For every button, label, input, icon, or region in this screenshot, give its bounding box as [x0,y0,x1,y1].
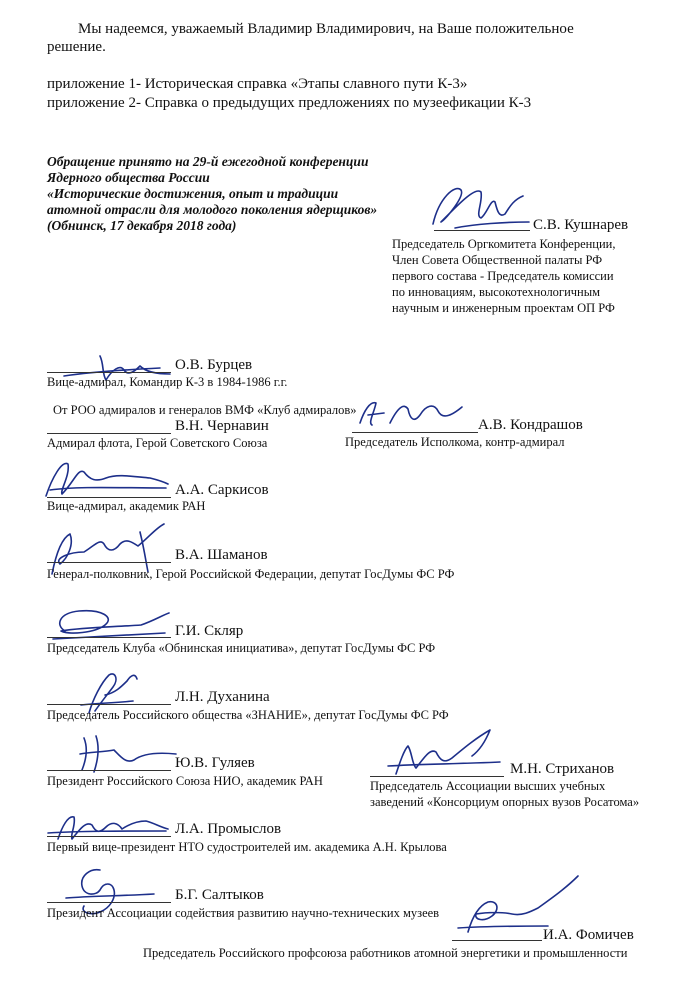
shamanov-role: Генерал-полковник, Герой Российской Федерации, депутат ГосДумы ФС РФ [47,567,455,581]
kondrashov-role: Председатель Исполкома, контр-адмирал [345,435,565,449]
kondrashov-signature [350,393,480,433]
kushnarev-role-1: Председатель Оргкомитета Конференции, [392,237,616,251]
dukhanina-sign-line [47,704,171,705]
fomichev-name: И.А. Фомичев [543,927,634,943]
sklyar-name: Г.И. Скляр [175,623,244,639]
chernavin-role: Адмирал флота, Герой Советского Союза [47,436,268,450]
attachment-2: приложение 2- Справка о предыдущих предложениях по музеефикации К-3 [47,95,532,111]
chernavin-sign-line [47,433,171,434]
sklyar-sign-line [47,637,171,638]
intro-line-1: Мы надеемся, уважаемый Владимир Владимирович, на Ваше положительное [78,21,574,37]
burtsev-role: Вице-адмирал, Командир К-3 в 1984-1986 г.г. [47,375,288,389]
promyslov-name: Л.А. Промыслов [175,821,282,837]
chernavin-name: В.Н. Чернавин [175,418,269,434]
kushnarev-role-2: Член Совета Общественной палаты РФ [392,253,603,267]
sarkisov-name: А.А. Саркисов [175,482,269,498]
saltykov-name: Б.Г. Салтыков [175,887,264,903]
saltykov-sign-line [47,902,171,903]
appeal-line-1: Обращение принято на 29-й ежегодной конференции [47,154,369,169]
appeal-line-3: «Исторические достижения, опыт и традиции [47,186,339,201]
strikhanov-sign-line [370,776,504,777]
sarkisov-role: Вице-адмирал, академик РАН [47,499,206,513]
strikhanov-signature [368,722,508,780]
attachment-1: приложение 1- Историческая справка «Этапы славного пути К-3» [47,76,468,92]
kushnarev-role-3: первого состава - Председатель комиссии [392,269,614,283]
burtsev-name: О.В. Бурцев [175,357,253,373]
club-note: От РОО адмиралов и генералов ВМФ «Клуб адмиралов» [53,403,357,417]
promyslov-role: Первый вице-президент НТО судостроителей им. академика А.Н. Крылова [47,840,447,854]
burtsev-sign-line [47,372,171,373]
appeal-line-4: атомной отрасли для молодого поколения ядерщиков» [47,202,378,217]
strikhanov-role-2: заведений «Консорциум опорных вузов Росатома» [370,795,640,809]
strikhanov-role-1: Председатель Ассоциации высших учебных [370,779,606,793]
saltykov-role: Президент Ассоциации содействия развитию научно-технических музеев [47,906,440,920]
kushnarev-sign-line [434,230,530,231]
strikhanov-name: М.Н. Стриханов [510,761,615,777]
kondrashov-name: А.В. Кондрашов [478,417,583,433]
shamanov-name: В.А. Шаманов [175,547,268,563]
kondrashov-sign-line [352,432,478,433]
dukhanina-role: Председатель Российского общества «ЗНАНИЕ», депутат ГосДумы ФС РФ [47,708,449,722]
kushnarev-role-4: по инновациям, высокотехнологичным [392,285,601,299]
intro-line-2: решение. [47,39,106,55]
appeal-line-5: (Обнинск, 17 декабря 2018 года) [47,218,237,233]
shamanov-sign-line [47,562,171,563]
kushnarev-signature [425,178,535,236]
sklyar-role: Председатель Клуба «Обнинская инициатива», депутат ГосДумы ФС РФ [47,641,436,655]
gulyaev-sign-line [47,770,171,771]
appeal-line-2: Ядерного общества России [47,170,210,185]
fomichev-role: Председатель Российского профсоюза работников атомной энергетики и промышленности [143,946,628,960]
dukhanina-name: Л.Н. Духанина [175,689,270,705]
kushnarev-name: С.В. Кушнарев [533,217,629,233]
gulyaev-name: Ю.В. Гуляев [175,755,255,771]
fomichev-sign-line [452,940,542,941]
promyslov-sign-line [47,836,171,837]
kushnarev-role-5: научным и инженерным проектам ОП РФ [392,301,615,315]
gulyaev-role: Президент Российского Союза НИО, академик РАН [47,774,323,788]
